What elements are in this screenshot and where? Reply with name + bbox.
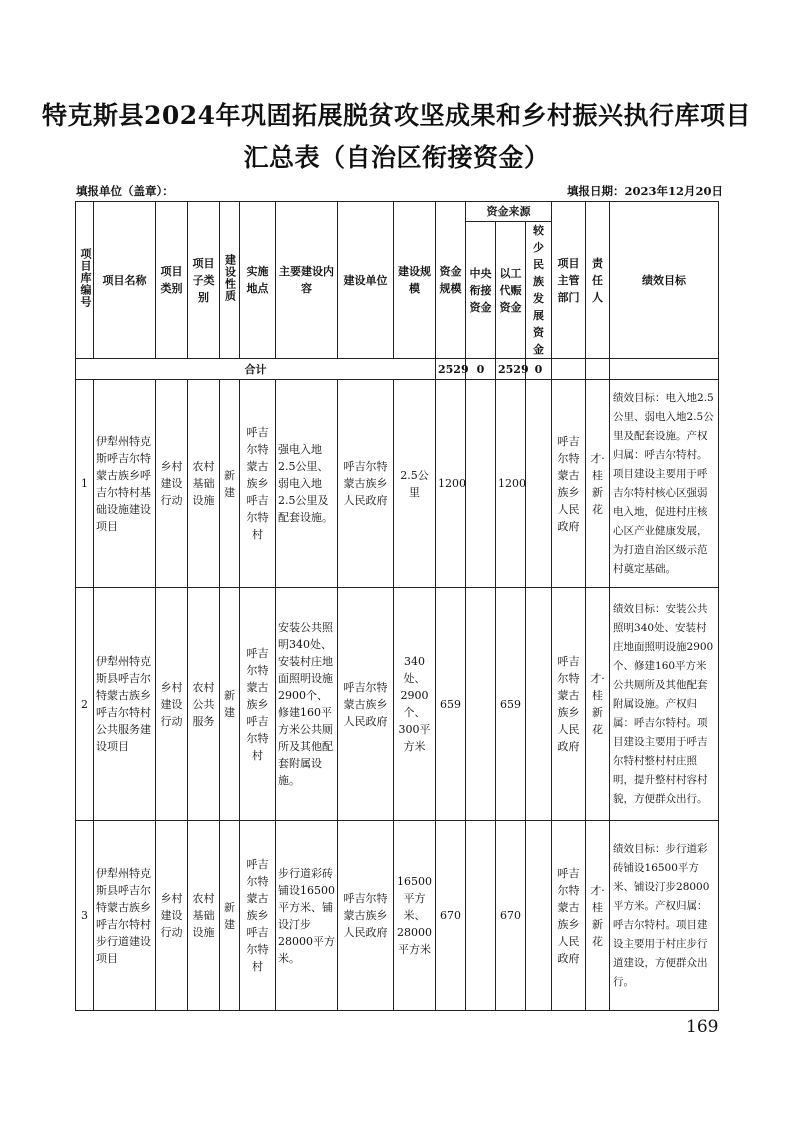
- row-no: 3: [76, 821, 94, 1011]
- header-location: 实施地点: [240, 202, 276, 359]
- row-nature: 新建: [220, 588, 240, 821]
- total-label: 合计: [76, 359, 436, 380]
- row-category: 乡村建设行动: [156, 821, 188, 1011]
- table-row: [76, 588, 719, 821]
- row-minority: [526, 380, 552, 588]
- title-line-2: 汇总表（自治区衔接资金）: [243, 143, 550, 172]
- header-no: 项目库编号: [76, 202, 94, 359]
- row-person: 才·桂新花: [586, 380, 610, 588]
- header-name: 项目名称: [94, 202, 156, 359]
- header-person: 责任人: [586, 202, 610, 359]
- project-summary-table: [75, 201, 719, 1011]
- total-work-relief: 2529: [496, 359, 526, 380]
- total-person: [586, 359, 610, 380]
- row-fund-scale: 670: [436, 821, 466, 1011]
- row-subcategory: 农村基础设施: [188, 821, 220, 1011]
- row-nature: 新建: [220, 821, 240, 1011]
- row-name: 伊犁州特克斯呼吉尔特蒙古族乡呼吉尔特村基础设施建设项目: [94, 380, 156, 588]
- row-target: 绩效目标：步行道彩砖铺设16500平方米、铺设汀步28000平方米。产权归属：呼吉尔特村。项目建设主要用于村庄步行道建设，方便群众出行。: [610, 821, 719, 1011]
- row-builder: 呼吉尔特蒙古族乡人民政府: [338, 821, 394, 1011]
- row-minority: [526, 588, 552, 821]
- header-subcategory: 项目子类别: [188, 202, 220, 359]
- row-dept: 呼吉尔特蒙古族乡人民政府: [552, 380, 586, 588]
- row-nature: 新建: [220, 380, 240, 588]
- row-location: 呼吉尔特蒙古族乡呼吉尔特村: [240, 380, 276, 588]
- total-dept: [552, 359, 586, 380]
- row-central: [466, 588, 496, 821]
- row-category: 乡村建设行动: [156, 588, 188, 821]
- row-category: 乡村建设行动: [156, 380, 188, 588]
- row-dept: 呼吉尔特蒙古族乡人民政府: [552, 588, 586, 821]
- date-label: 填报日期：2023年12月20日: [566, 184, 723, 198]
- row-content: 强电入地2.5公里、弱电入地2.5公里及配套设施。: [276, 380, 338, 588]
- row-fund-scale: 659: [436, 588, 466, 821]
- row-dept: 呼吉尔特蒙古族乡人民政府: [552, 821, 586, 1011]
- table-row: [76, 380, 719, 588]
- row-builder: 呼吉尔特蒙古族乡人民政府: [338, 380, 394, 588]
- row-builder: 呼吉尔特蒙古族乡人民政府: [338, 588, 394, 821]
- row-name: 伊犁州特克斯县呼吉尔特蒙古族乡呼吉尔特村步行道建设项目: [94, 821, 156, 1011]
- row-work-relief: 659: [496, 588, 526, 821]
- row-no: 2: [76, 588, 94, 821]
- row-no: 1: [76, 380, 94, 588]
- row-content: 步行道彩砖铺设16500平方米、铺设汀步28000平方米。: [276, 821, 338, 1011]
- row-scale: 16500平方米、28000平方米: [394, 821, 436, 1011]
- page-title: [40, 95, 753, 179]
- header-fund-source: 资金来源: [466, 202, 552, 222]
- header-fund-scale: 资金规模: [436, 202, 466, 359]
- row-work-relief: 670: [496, 821, 526, 1011]
- row-scale: 2.5公里: [394, 380, 436, 588]
- row-content: 安装公共照明340处、安装村庄地面照明设施2900个、修建160平方米公共厕所及其他配套附属设施。: [276, 588, 338, 821]
- total-row: [76, 359, 719, 380]
- header-scale: 建设规模: [394, 202, 436, 359]
- row-subcategory: 农村公共服务: [188, 588, 220, 821]
- row-subcategory: 农村基础设施: [188, 380, 220, 588]
- row-target: 绩效目标：电入地2.5公里、弱电入地2.5公里及配套设施。产权归属：呼吉尔特村。项目建设主要用于呼吉尔特村核心区强弱电入地，促进村庄核心区产业健康发展，为打造自治区级示范村奠定基础。: [610, 380, 719, 588]
- header-minority: 较少民族发展资金: [526, 222, 552, 359]
- total-minority: 0: [526, 359, 552, 380]
- row-name: 伊犁州特克斯县呼吉尔特蒙古族乡呼吉尔特村公共服务建设项目: [94, 588, 156, 821]
- row-person: 才·桂新花: [586, 821, 610, 1011]
- header-builder: 建设单位: [338, 202, 394, 359]
- header-content: 主要建设内容: [276, 202, 338, 359]
- table-row: [76, 821, 719, 1011]
- header-dept: 项目主管部门: [552, 202, 586, 359]
- row-location: 呼吉尔特蒙古族乡呼吉尔特村: [240, 588, 276, 821]
- row-location: 呼吉尔特蒙古族乡呼吉尔特村: [240, 821, 276, 1011]
- unit-label: 填报单位（盖章）：: [76, 184, 174, 198]
- row-person: 才·桂新花: [586, 588, 610, 821]
- header-category: 项目类别: [156, 202, 188, 359]
- row-fund-scale: 1200: [436, 380, 466, 588]
- row-target: 绩效目标：安装公共照明340处、安装村庄地面照明设施2900个、修建160平方米公共厕所及其他配套附属设施。产权归属：呼吉尔特村。项目建设主要用于呼吉尔特村整村村庄照明，提升整村村容村貌，方便群众出行。: [610, 588, 719, 821]
- title-line-1: 特克斯县2024年巩固拓展脱贫攻坚成果和乡村振兴执行库项目: [41, 101, 752, 130]
- row-central: [466, 821, 496, 1011]
- header-central: 中央衔接资金: [466, 222, 496, 359]
- total-target: [610, 359, 719, 380]
- page-number: 169: [686, 1017, 719, 1037]
- row-work-relief: 1200: [496, 380, 526, 588]
- row-central: [466, 380, 496, 588]
- header-target: 绩效目标: [610, 202, 719, 359]
- row-scale: 340处、2900个、300平方米: [394, 588, 436, 821]
- header-work-relief: 以工代赈资金: [496, 222, 526, 359]
- total-fund-scale: 2529: [436, 359, 466, 380]
- row-minority: [526, 821, 552, 1011]
- header-nature: 建设性质: [220, 202, 240, 359]
- total-central: 0: [466, 359, 496, 380]
